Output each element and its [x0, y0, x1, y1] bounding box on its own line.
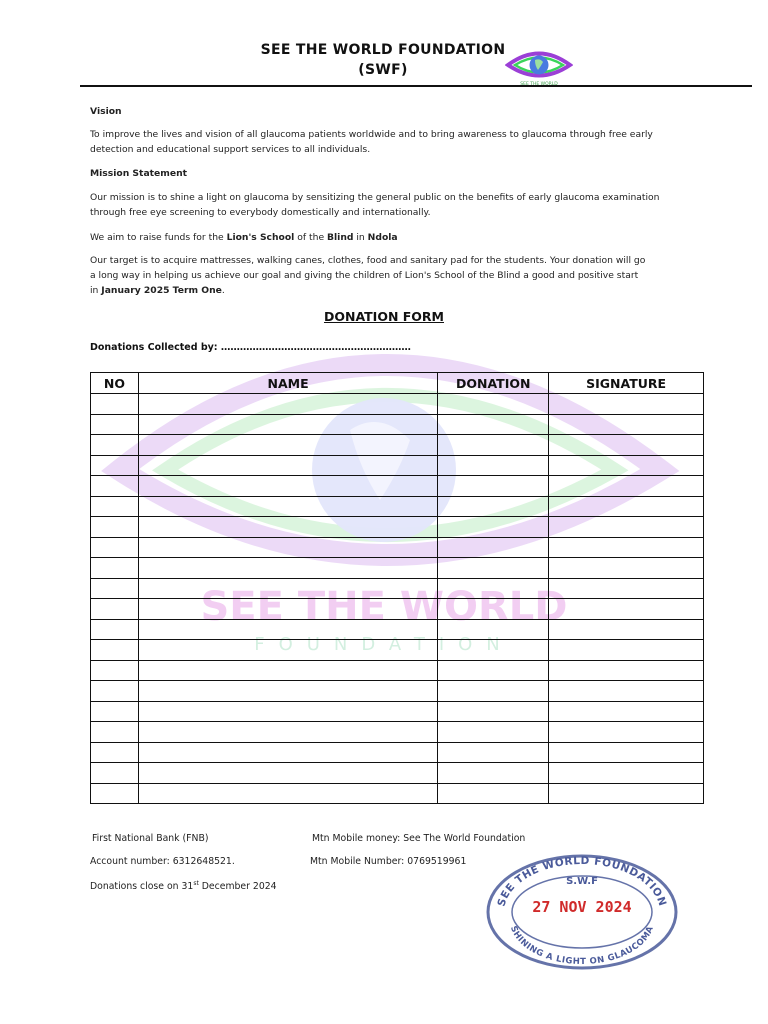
stamp-top-text: SEE THE WORLD FOUNDATION: [495, 854, 669, 908]
donation-cell[interactable]: [438, 496, 549, 517]
aim-mid: of the: [294, 232, 328, 243]
signature-cell[interactable]: [549, 517, 704, 538]
donation-cell[interactable]: [438, 701, 549, 722]
signature-cell[interactable]: [549, 476, 704, 497]
target-term: January 2025 Term One: [101, 285, 222, 296]
table-row: [91, 414, 704, 435]
name-cell[interactable]: [138, 783, 437, 804]
no-cell[interactable]: [91, 763, 139, 784]
donation-cell[interactable]: [438, 558, 549, 579]
donation-cell[interactable]: [438, 722, 549, 743]
name-cell[interactable]: [138, 578, 437, 599]
name-cell[interactable]: [138, 619, 437, 640]
donation-cell[interactable]: [438, 681, 549, 702]
deadline-sup: st: [193, 880, 199, 887]
name-cell[interactable]: [138, 640, 437, 661]
target-line3-post: .: [221, 285, 225, 296]
donation-cell[interactable]: [438, 435, 549, 456]
org-abbreviation: (SWF): [358, 62, 408, 78]
signature-cell[interactable]: [549, 640, 704, 661]
donation-cell[interactable]: [438, 660, 549, 681]
vision-heading: Vision: [90, 106, 122, 117]
no-cell[interactable]: [91, 599, 139, 620]
no-cell[interactable]: [91, 619, 139, 640]
aim-text: [90, 230, 690, 246]
table-row: [91, 681, 704, 702]
donation-cell[interactable]: [438, 476, 549, 497]
signature-cell[interactable]: [549, 619, 704, 640]
signature-cell[interactable]: [549, 496, 704, 517]
stamp-bottom-text: SHINING A LIGHT ON GLAUCOMA: [508, 924, 657, 968]
no-cell[interactable]: [91, 558, 139, 579]
target-line3-pre: in: [90, 285, 102, 296]
col-header-name: NAME: [138, 373, 437, 394]
mobile-money: Mtn Mobile money: See The World Foundation: [312, 833, 526, 844]
mobile-number: Mtn Mobile Number: 0769519961: [310, 856, 467, 867]
signature-cell[interactable]: [549, 435, 704, 456]
signature-cell[interactable]: [549, 742, 704, 763]
table-row: [91, 722, 704, 743]
name-cell[interactable]: [138, 763, 437, 784]
name-cell[interactable]: [138, 455, 437, 476]
aim-school: Lion's School: [226, 232, 295, 243]
table-row: [91, 435, 704, 456]
no-cell[interactable]: [91, 455, 139, 476]
eye-logo: [505, 44, 573, 88]
signature-cell[interactable]: [549, 537, 704, 558]
signature-cell[interactable]: [549, 763, 704, 784]
name-cell[interactable]: [138, 722, 437, 743]
no-cell[interactable]: [91, 783, 139, 804]
donation-cell[interactable]: [438, 537, 549, 558]
name-cell[interactable]: [138, 537, 437, 558]
donation-cell[interactable]: [438, 599, 549, 620]
donation-cell[interactable]: [438, 414, 549, 435]
name-cell[interactable]: [138, 517, 437, 538]
no-cell[interactable]: [91, 722, 139, 743]
name-cell[interactable]: [138, 681, 437, 702]
col-header-no: NO: [91, 373, 139, 394]
table-row: [91, 619, 704, 640]
table-row: [91, 517, 704, 538]
signature-cell[interactable]: [549, 681, 704, 702]
donation-cell[interactable]: [438, 640, 549, 661]
table-row: [91, 476, 704, 497]
name-cell[interactable]: [138, 476, 437, 497]
name-cell[interactable]: [138, 742, 437, 763]
aim-in: in: [353, 232, 368, 243]
table-row: [91, 394, 704, 415]
donation-cell[interactable]: [438, 742, 549, 763]
name-cell[interactable]: [138, 701, 437, 722]
signature-cell[interactable]: [549, 558, 704, 579]
org-title: SEE THE WORLD FOUNDATION: [260, 42, 506, 58]
table-row: [91, 640, 704, 661]
stamp-abbreviation: S.W.F: [566, 876, 598, 887]
svg-text:SHINING A LIGHT ON GLAUCOMA: [508, 925, 656, 967]
signature-cell[interactable]: [549, 455, 704, 476]
signature-cell[interactable]: [549, 414, 704, 435]
donation-cell[interactable]: [438, 619, 549, 640]
donation-cell[interactable]: [438, 763, 549, 784]
name-cell[interactable]: [138, 660, 437, 681]
signature-cell[interactable]: [549, 660, 704, 681]
target-text-line2: a long way in helping us achieve our goal and giving the children of Lion's School of the Blind a good and positive start: [90, 270, 639, 281]
vision-text-line2: detection and educational support services to all individuals.: [90, 144, 371, 155]
name-cell[interactable]: [138, 435, 437, 456]
deadline-post: December 2024: [198, 881, 277, 893]
aim-place: Ndola: [367, 232, 398, 243]
header-divider: [80, 85, 752, 87]
deadline-pre: Donations close on 31: [90, 881, 194, 893]
no-cell[interactable]: [91, 701, 139, 722]
no-cell[interactable]: [91, 681, 139, 702]
donation-cell[interactable]: [438, 578, 549, 599]
target-text-line1: Our target is to acquire mattresses, walking canes, clothes, food and sanitary pad for the students. Your donation will go: [90, 255, 646, 266]
table-row: [91, 578, 704, 599]
no-cell[interactable]: [91, 517, 139, 538]
signature-cell[interactable]: [549, 578, 704, 599]
donation-cell[interactable]: [438, 394, 549, 415]
donation-cell[interactable]: [438, 517, 549, 538]
table-row: [91, 701, 704, 722]
no-cell[interactable]: [91, 435, 139, 456]
no-cell[interactable]: [91, 742, 139, 763]
vision-text-line1: To improve the lives and vision of all glaucoma patients worldwide and to bring awareness to glaucoma through free early: [90, 129, 653, 140]
target-text-line3: [90, 283, 690, 299]
signature-cell[interactable]: [549, 599, 704, 620]
table-row: [91, 742, 704, 763]
table-row: [91, 455, 704, 476]
table-row: [91, 763, 704, 784]
watermark-subtitle: FOUNDATION: [254, 634, 514, 655]
account-number: Account number: 6312648521.: [90, 856, 235, 867]
donation-cell[interactable]: [438, 455, 549, 476]
mission-heading: Mission Statement: [90, 168, 187, 179]
donation-deadline: [90, 880, 277, 892]
col-header-signature: SIGNATURE: [549, 373, 704, 394]
name-cell[interactable]: [138, 496, 437, 517]
table-header-row: [91, 373, 704, 394]
bank-name: First National Bank (FNB): [92, 833, 209, 844]
col-header-donation: DONATION: [438, 373, 549, 394]
no-cell[interactable]: [91, 496, 139, 517]
no-cell[interactable]: [91, 578, 139, 599]
no-cell[interactable]: [91, 660, 139, 681]
donation-table: [90, 372, 704, 804]
table-row: [91, 660, 704, 681]
name-cell[interactable]: [138, 394, 437, 415]
donation-cell[interactable]: [438, 783, 549, 804]
stamp-date: 27 NOV 2024: [532, 898, 632, 916]
name-cell[interactable]: [138, 558, 437, 579]
watermark-title: SEE THE WORLD: [200, 584, 568, 630]
no-cell[interactable]: [91, 476, 139, 497]
collected-by-field[interactable]: Donations Collected by: ……………………………………………………: [90, 342, 411, 353]
mission-text-line2: through free eye screening to everybody domestically and internationally.: [90, 207, 431, 218]
signature-cell[interactable]: [549, 701, 704, 722]
signature-cell[interactable]: [549, 394, 704, 415]
name-cell[interactable]: [138, 414, 437, 435]
table-row: [91, 537, 704, 558]
no-cell[interactable]: [91, 640, 139, 661]
table-row: [91, 558, 704, 579]
no-cell[interactable]: [91, 394, 139, 415]
organization-stamp: [482, 850, 682, 970]
no-cell[interactable]: [91, 414, 139, 435]
aim-blind: Blind: [327, 232, 354, 243]
signature-cell[interactable]: [549, 783, 704, 804]
table-row: [91, 599, 704, 620]
donation-form-title: DONATION FORM: [323, 309, 444, 324]
aim-pre: We aim to raise funds for the: [90, 232, 227, 243]
no-cell[interactable]: [91, 537, 139, 558]
signature-cell[interactable]: [549, 722, 704, 743]
name-cell[interactable]: [138, 599, 437, 620]
table-row: [91, 783, 704, 804]
table-row: [91, 496, 704, 517]
mission-text-line1: Our mission is to shine a light on glaucoma by sensitizing the general public on the benefits of early glaucoma examination: [90, 192, 660, 203]
